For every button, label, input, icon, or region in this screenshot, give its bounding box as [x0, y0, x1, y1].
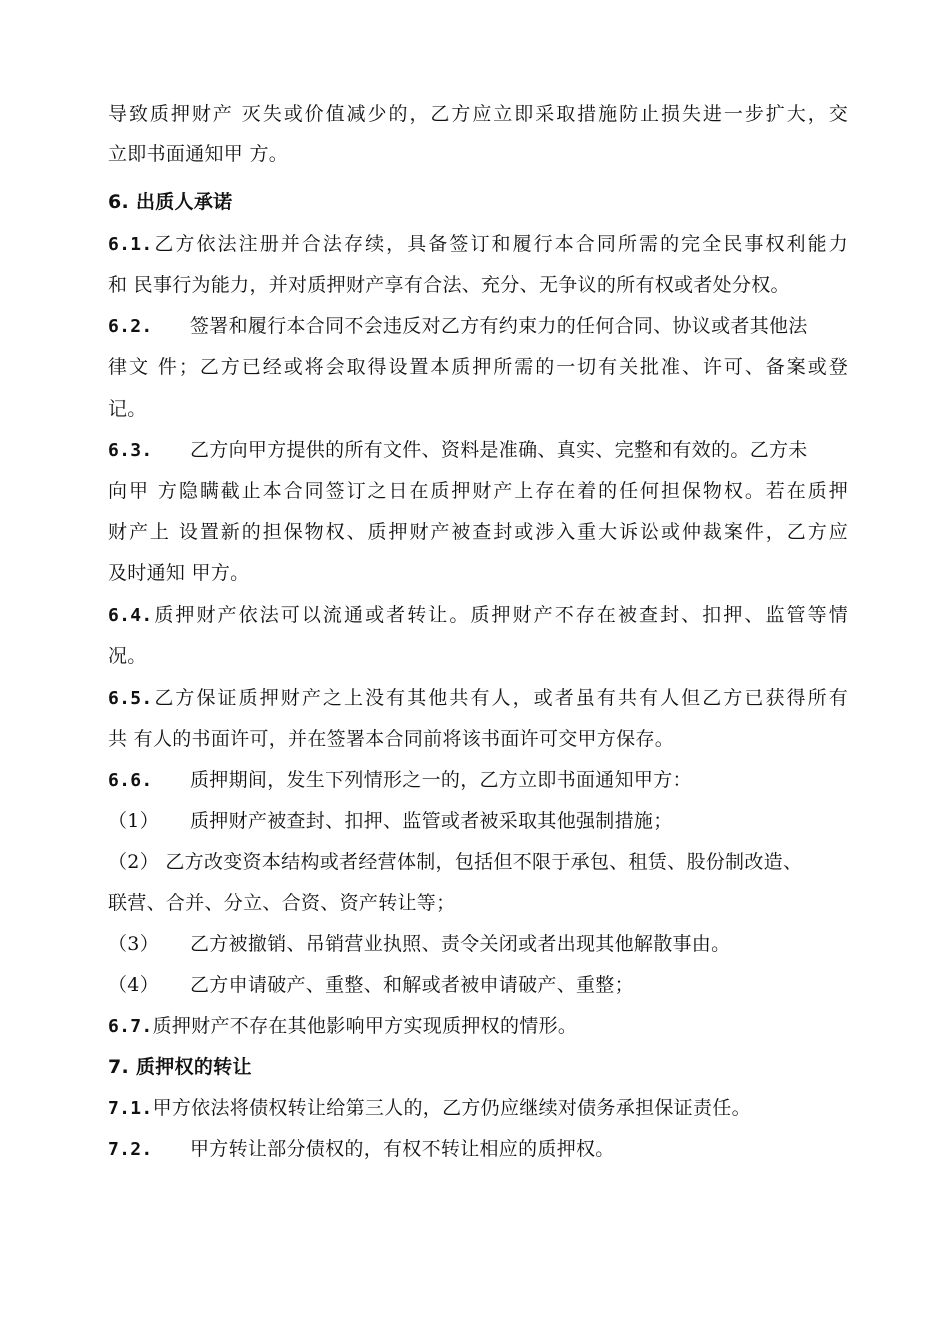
clause-line	[108, 726, 848, 752]
line-text: 导致质押财产 灭失或价值减少的，乙方应立即采取措施防止损失进一步扩大，交	[108, 103, 848, 125]
clause-text: 及时通知 甲方。	[108, 562, 250, 584]
paragraph-line	[108, 101, 848, 127]
list-marker: （1）	[108, 810, 159, 832]
clause-text: 和 民事行为能力，并对质押财产享有合法、充分、无争议的所有权或者处分权。	[108, 274, 790, 296]
clause-line	[108, 643, 848, 669]
clause-line	[108, 437, 848, 464]
clause-line	[108, 313, 848, 340]
clause-line	[108, 354, 848, 380]
clause-line	[108, 767, 848, 794]
clause-number: 6.3.	[108, 440, 153, 461]
clause-number: 6.5.	[108, 688, 153, 709]
list-marker: （3）	[108, 933, 159, 955]
clause-text: 质押财产不存在其他影响甲方实现质押权的情形。	[152, 1015, 578, 1037]
clause-number: 7.1.	[108, 1098, 153, 1119]
clause-text: 甲方转让部分债权的，有权不转让相应的质押权。	[190, 1138, 615, 1160]
clause-line	[108, 272, 848, 298]
clause-text: 乙方依法注册并合法存续，具备签订和履行本合同所需的完全民事权利能力	[152, 233, 848, 255]
list-item	[108, 972, 848, 998]
line-text: 立即书面通知甲 方。	[108, 143, 289, 165]
clause-number: 7.2.	[108, 1139, 153, 1160]
clause-line	[108, 602, 848, 629]
list-item	[108, 808, 848, 834]
list-marker: （2）	[108, 851, 159, 873]
clause-number: 6.6.	[108, 770, 153, 791]
clause-number: 6.1.	[108, 234, 153, 255]
clause-text: 乙方保证质押财产之上没有其他共有人，或者虽有共有人但乙方已获得所有	[152, 687, 848, 709]
clause-text: 乙方向甲方提供的所有文件、资料是准确、真实、完整和有效的。乙方未	[190, 439, 808, 461]
list-text: 乙方改变资本结构或者经营体制，包括但不限于承包、租赁、股份制改造、	[165, 851, 803, 873]
clause-number: 6.4.	[108, 605, 153, 626]
clause-line	[108, 1013, 848, 1040]
clause-line	[108, 685, 848, 712]
clause-line	[108, 478, 848, 504]
list-item	[108, 931, 848, 957]
clause-text: 甲方依法将债权转让给第三人的，乙方仍应继续对债务承担保证责任。	[152, 1097, 751, 1119]
list-text: 质押财产被查封、扣押、监管或者被采取其他强制措施；	[190, 810, 673, 832]
clause-line	[108, 560, 848, 586]
clause-text: 向甲 方隐瞒截止本合同签订之日在质押财产上存在着的任何担保物权。若在质押	[108, 480, 848, 502]
heading-text: 7. 质押权的转让	[108, 1056, 252, 1078]
clause-text: 签署和履行本合同不会违反对乙方有约束力的任何合同、协议或者其他法	[190, 315, 808, 337]
section-heading	[108, 1054, 848, 1080]
clause-text: 记。	[108, 398, 147, 420]
clause-line	[108, 519, 848, 545]
clause-number: 6.7.	[108, 1016, 153, 1037]
list-text: 乙方被撤销、吊销营业执照、责令关闭或者出现其他解散事由。	[190, 933, 731, 955]
clause-text: 律文 件；乙方已经或将会取得设置本质押所需的一切有关批准、许可、备案或登	[108, 356, 848, 378]
list-text: 乙方申请破产、重整、和解或者被申请破产、重整；	[190, 974, 634, 996]
clause-text: 财产上 设置新的担保物权、质押财产被查封或涉入重大诉讼或仲裁案件，乙方应	[108, 521, 848, 543]
clause-text: 况。	[108, 645, 147, 667]
list-item	[108, 849, 848, 875]
clause-line	[108, 1095, 848, 1122]
list-marker: （4）	[108, 974, 159, 996]
heading-text: 6. 出质人承诺	[108, 191, 233, 213]
clause-line	[108, 231, 848, 258]
list-text: 联营、合并、分立、合资、资产转让等；	[108, 892, 456, 914]
clause-line	[108, 396, 848, 422]
clause-number: 6.2.	[108, 316, 153, 337]
clause-text: 共 有人的书面许可，并在签署本合同前将该书面许可交甲方保存。	[108, 728, 675, 750]
section-heading	[108, 189, 848, 215]
clause-text: 质押期间，发生下列情形之一的，乙方立即书面通知甲方：	[190, 769, 692, 791]
clause-text: 质押财产依法可以流通或者转让。质押财产不存在被查封、扣押、监管等情	[152, 604, 848, 626]
list-item	[108, 890, 848, 916]
paragraph-line	[108, 141, 848, 167]
clause-line	[108, 1136, 848, 1163]
